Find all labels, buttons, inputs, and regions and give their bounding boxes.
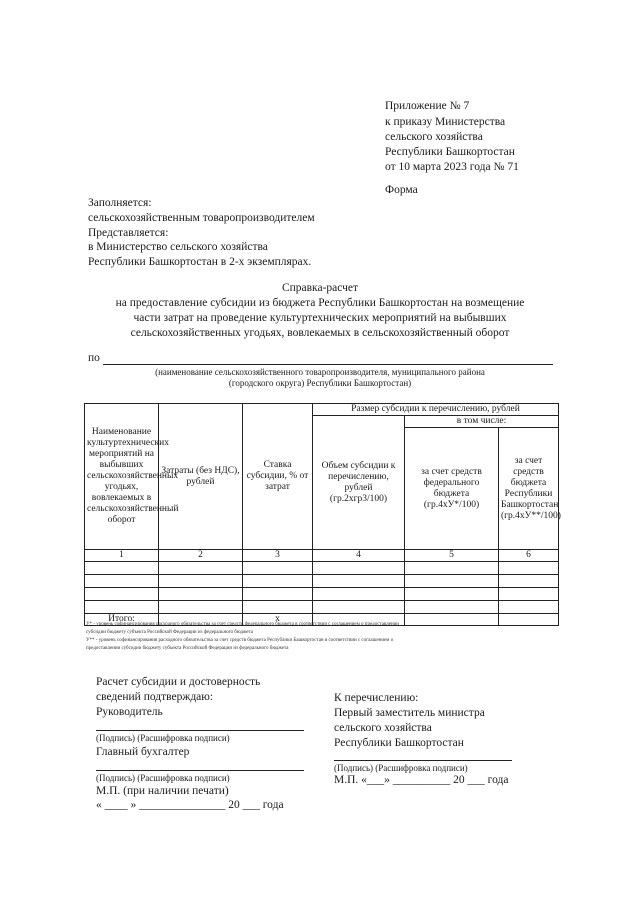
document-subtitle-line1: на предоставление субсидии из бюджета Республики Башкортостан на возмещение bbox=[115, 297, 525, 309]
appendix-republic-line: Республики Башкортостан bbox=[385, 146, 515, 158]
submitted-to-line1: в Министерство сельского хозяйства bbox=[88, 241, 268, 253]
footnote-federal-line1: У* - уровень софинансирования расходного обязательства за счет средств федерального бюджета в соответствии с соглашением о предоставлении bbox=[86, 622, 399, 627]
column-number-row bbox=[85, 550, 559, 562]
document-subtitle-line3: сельскохозяйственных угодьях, вовлекаемых в сельскохозяйственный оборот bbox=[130, 327, 510, 339]
appendix-title: Приложение № 7 bbox=[385, 100, 470, 112]
header-subsidy-amount: Объем субсидии к перечислению, рублей (гр.2хгр3/100) bbox=[313, 416, 405, 550]
header-activity-name: Наименование культуртехнических мероприятий на выбывших сельскохозяйственных угодьях, вовлекаемых в сельскохозяйственный оборот bbox=[85, 404, 159, 550]
accountant-signature-line bbox=[96, 770, 304, 771]
submitted-to-line2: Республики Башкортостан в 2-х экземплярах. bbox=[88, 256, 312, 268]
document-title: Справка-расчет bbox=[281, 282, 359, 294]
right-date-line: М.П. «___» __________ 20 ___ года bbox=[334, 774, 509, 786]
table-row bbox=[85, 575, 559, 588]
form-label: Форма bbox=[385, 184, 418, 196]
document-subtitle-line2: части затрат на проведение культуртехнических мероприятий на выбывших bbox=[133, 312, 507, 324]
stamp-note: М.П. (при наличии печати) bbox=[96, 785, 229, 797]
total-rate-mark: х bbox=[243, 614, 313, 626]
subsidy-table bbox=[84, 403, 559, 626]
deputy-minister-line1: Первый заместитель министра bbox=[334, 707, 485, 719]
head-signature-line bbox=[96, 730, 304, 731]
footnote-federal-line2: субсидии бюджету субъекта Российской Федерации из федерального бюджета bbox=[86, 630, 253, 635]
confirm-line2: сведений подтверждаю: bbox=[96, 691, 214, 703]
column-number: 4 bbox=[313, 550, 405, 562]
head-signature-caption: (Подпись) (Расшифровка подписи) bbox=[96, 733, 230, 743]
transfer-label: К перечислению: bbox=[334, 692, 419, 704]
deputy-minister-line2: сельского хозяйства bbox=[334, 722, 432, 734]
column-number: 5 bbox=[405, 550, 499, 562]
header-federal-budget: за счет средств федерального бюджета (гр.4хУ*/100) bbox=[405, 428, 499, 550]
accountant-label: Главный бухгалтер bbox=[96, 746, 190, 758]
po-caption-line1: (наименование сельскохозяйственного товаропроизводителя, муниципального района bbox=[155, 367, 485, 377]
column-number: 2 bbox=[159, 550, 243, 562]
header-costs: Затраты (без НДС), рублей bbox=[159, 404, 243, 550]
column-number: 3 bbox=[243, 550, 313, 562]
footnote-republic-line1: У** - уровень софинансирования расходного обязательства за счет средств бюджета Республики Башкортостан в соответствии с соглашением о bbox=[86, 638, 394, 643]
deputy-signature-line bbox=[334, 760, 512, 761]
filled-by-value: сельскохозяйственным товаропроизводителем bbox=[88, 212, 315, 224]
appendix-order-line: к приказу Министерства bbox=[385, 116, 506, 128]
deputy-minister-line3: Республики Башкортостан bbox=[334, 737, 464, 749]
footnote-republic-line2: предоставлении субсидии бюджету субъекта Российской Федерации из федерального бюджета bbox=[86, 646, 289, 651]
header-subsidy-rate: Ставка субсидии, % от затрат bbox=[243, 404, 313, 550]
head-label: Руководитель bbox=[96, 706, 163, 718]
column-number: 1 bbox=[85, 550, 159, 562]
left-date-line: « ____ » _______________ 20 ___ года bbox=[96, 799, 284, 811]
accountant-signature-caption: (Подпись) (Расшифровка подписи) bbox=[96, 773, 230, 783]
header-subsidy-group: Размер субсидии к перечислению, рублей bbox=[313, 404, 559, 416]
po-caption-line2: (городского округа) Республики Башкортостан) bbox=[228, 378, 412, 388]
header-including: в том числе: bbox=[405, 416, 559, 428]
column-number: 6 bbox=[499, 550, 559, 562]
table-row bbox=[85, 562, 559, 575]
header-republic-budget: за счет средств бюджета Республики Башкортостан (гр.4хУ**/100) bbox=[499, 428, 559, 550]
filled-by-label: Заполняется: bbox=[88, 197, 152, 209]
table-row bbox=[85, 601, 559, 614]
appendix-date-line: от 10 марта 2023 года № 71 bbox=[385, 161, 519, 173]
total-label: Итого: bbox=[85, 614, 159, 626]
appendix-ministry-line: сельского хозяйства bbox=[385, 131, 483, 143]
table-row bbox=[85, 588, 559, 601]
po-label: по bbox=[88, 352, 100, 364]
po-fill-line bbox=[103, 364, 553, 365]
confirm-line1: Расчет субсидии и достоверность bbox=[96, 676, 261, 688]
submitted-label: Представляется: bbox=[88, 227, 169, 239]
deputy-signature-caption: (Подпись) (Расшифровка подписи) bbox=[334, 763, 468, 773]
